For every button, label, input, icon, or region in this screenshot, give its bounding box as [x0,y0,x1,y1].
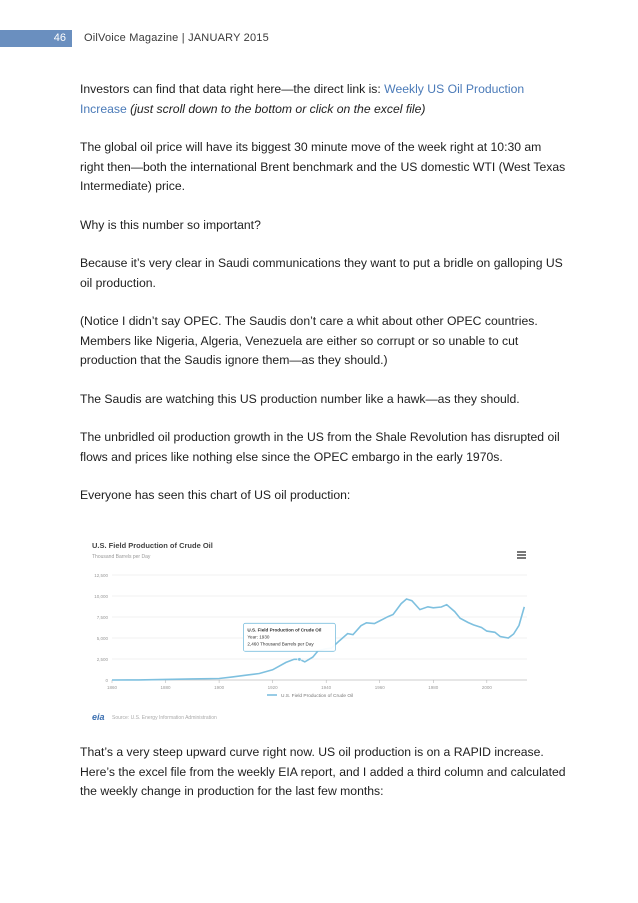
x-tick-label: 1920 [267,685,278,690]
chart-plot [82,535,550,710]
paragraph-shale: The unbridled oil production growth in the US from the Shale Revolution has disrupted oil flows and prices like nothing else since the OPEC embargo in the early 1970s. [80,430,560,464]
paragraph-data-link [80,80,566,119]
paragraph-opec-note: (Notice I didn’t say OPEC. The Saudis don’t care a whit about other OPEC countries. Members like Nigeria, Algeria, Venezuela are either so corrupt or so unable to cut production that the Saudis ignore them—as they should.) [80,314,538,367]
tooltip-text: U.S. Field Production of Crude Oil [247,627,322,633]
weekly-production-link[interactable]: Weekly US Oil Production Increase [80,82,525,116]
page-number: 46 [53,32,66,44]
eia-logo: eia [92,712,105,722]
y-tick-label: 12,500 [94,573,108,578]
y-tick-label: 5,000 [96,636,108,641]
x-tick-label: 1960 [374,685,385,690]
chart-title: U.S. Field Production of Crude Oil [92,541,213,550]
x-tick-label: 1900 [214,685,225,690]
tooltip-text: Year: 1930 [247,634,270,640]
x-tick-label: 1880 [160,685,171,690]
y-tick-label: 10,000 [94,594,108,599]
paragraph-hawk: The Saudis are watching this US production number like a hawk—as they should. [80,391,520,406]
y-tick-label: 0 [105,678,108,683]
oil-production-chart [82,535,550,730]
article-body-continued [80,743,566,821]
page-number-tab [0,30,72,47]
x-tick-label: 1980 [428,685,439,690]
paragraph-chart-intro: Everyone has seen this chart of US oil production: [80,488,351,502]
chart-source: Source: U.S. Energy Information Administration [112,715,217,721]
y-tick-label: 2,500 [96,657,108,662]
x-tick-label: 1860 [106,685,118,690]
article-body [80,80,566,525]
paragraph-steep-curve: That’s a very steep upward curve right now. US oil production is on a RAPID increase. Here’s the excel file from the weekly EIA report, and I added a third column and calculated the weekly change in production for the last few months: [80,745,566,798]
paragraph-price-move: The global oil price will have its biggest 30 minute move of the week right at 10:30 am right then—both the international Brent benchmark and the US domestic WTI (West Texas Intermediate) price. [80,140,566,193]
x-tick-label: 1940 [321,685,332,690]
y-tick-label: 7,500 [96,615,108,620]
paragraph-question: Why is this number so important? [80,217,261,232]
legend-label: U.S. Field Production of Crude Oil [281,693,354,699]
tooltip-text: 2,460 Thousand Barrels per Day [247,641,314,647]
link-note: (just scroll down to the bottom or click on the excel file) [130,101,426,116]
chart-y-unit: Thousand Barrels per Day [92,554,151,560]
paragraph-saudi-bridle: Because it’s very clear in Saudi communications they want to put a bridle on galloping US oil production. [80,256,563,290]
tooltip-point [298,658,302,662]
magazine-title: OilVoice Magazine | JANUARY 2015 [84,32,269,44]
paragraph-text: Investors can find that data right here—the direct link is: [80,82,385,96]
page-header [0,30,638,47]
x-tick-label: 2000 [481,685,492,690]
